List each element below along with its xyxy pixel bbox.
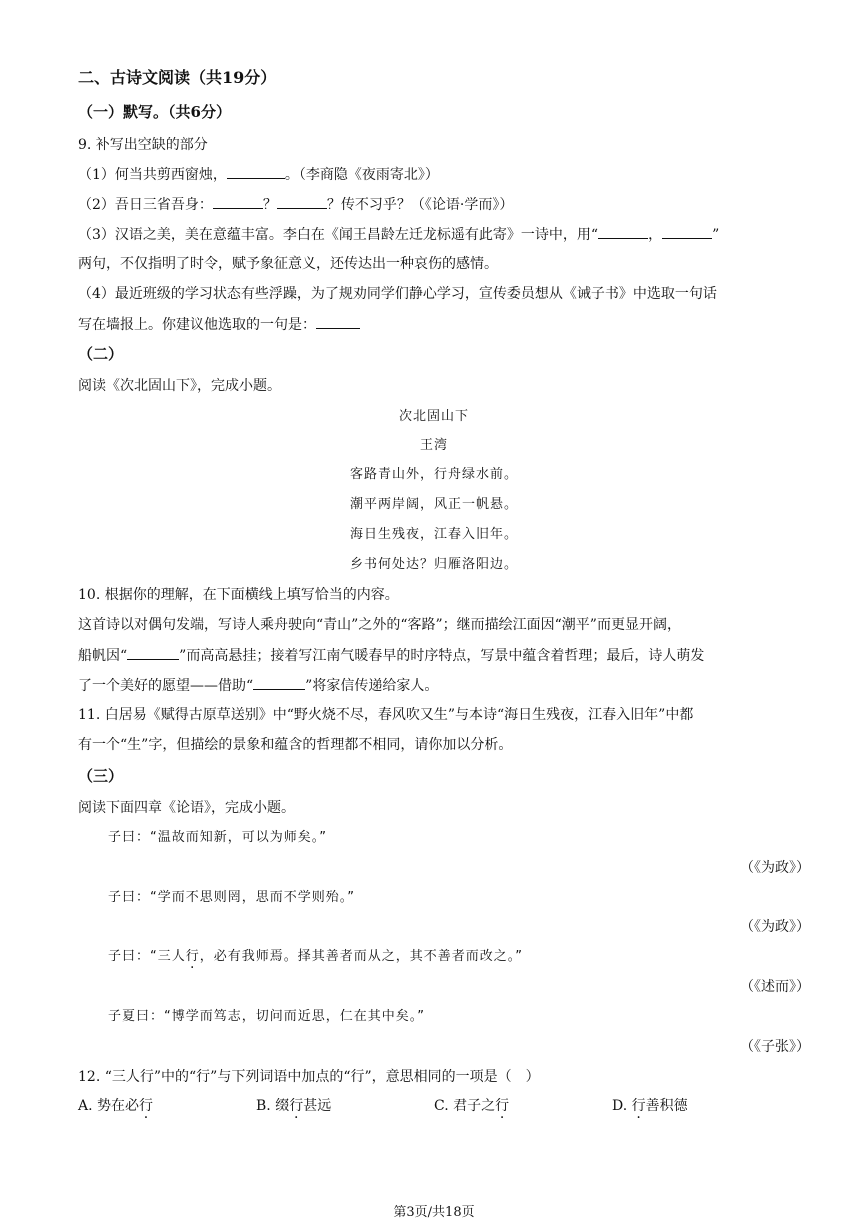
- poem-line: 客路青山外，行舟绿水前。: [349, 467, 518, 482]
- answer-blank[interactable]: [127, 645, 179, 660]
- poem-author: 王湾: [419, 438, 448, 453]
- q9-item3-text-a: （3）汉语之美，美在意蕴丰富。李白在《闻王昌龄左迁龙标遥有此寄》一诗中，用“: [78, 227, 599, 243]
- analects-source: （《为政》）: [740, 860, 810, 876]
- q10-stem: 10. 根据你的理解，在下面横线上填写恰当的内容。: [78, 587, 399, 603]
- q9-item3-text-c: ”: [712, 227, 720, 243]
- option-text: D.: [612, 1098, 632, 1114]
- q12-option-d[interactable]: [612, 1096, 688, 1116]
- q9-item4-line1: （4）最近班级的学习状态有些浮躁，为了规劝同学们静心学习，宣传委员想从《诫子书》中选取一句话: [78, 286, 717, 302]
- q10-line2-text-b: ”而高高悬挂；接着写江南气暖春早的时序特点，写景中蕴含着哲理；最后，诗人萌发: [179, 648, 705, 664]
- q9-item3: [78, 224, 719, 245]
- analects-source: （《为政》）: [740, 919, 810, 935]
- answer-blank[interactable]: [253, 675, 305, 690]
- q12-stem: 12. “三人行”中的“行”与下列词语中加点的“行”，意思相同的一项是（ ）: [78, 1069, 540, 1085]
- q12-option-b[interactable]: [256, 1096, 331, 1116]
- analects-quote: 子夏曰：“博学而笃志，切问而近思，仁在其中矣。”: [108, 1009, 425, 1024]
- q9-item2-text-a: （2）吾日三省吾身：: [78, 197, 213, 213]
- dotted-character: 行: [139, 1098, 154, 1114]
- q10-line2-text-a: 船帆因“: [78, 648, 128, 664]
- analects-source: （《述而》）: [740, 979, 810, 995]
- q9-item1-text-a: （1）何当共剪西窗烛，: [78, 167, 227, 183]
- option-text: 善积德: [645, 1098, 688, 1114]
- q10-line3: [78, 675, 438, 696]
- answer-blank[interactable]: [227, 164, 285, 179]
- q9-item1-text-b: 。（李商隐《夜雨寄北》）: [284, 167, 439, 183]
- poem-line: 乡书何处达？归雁洛阳边。: [349, 557, 518, 572]
- dotted-character: 行: [495, 1098, 510, 1114]
- analects-quote: [108, 947, 523, 967]
- part3-intro: 阅读下面四章《论语》，完成小题。: [78, 800, 295, 816]
- answer-blank[interactable]: [277, 194, 327, 209]
- q10-line2: [78, 645, 704, 666]
- page-number: 第3页/共18页: [393, 1205, 475, 1220]
- option-text: 甚远: [303, 1098, 332, 1114]
- analects-quote-text-a: 子曰：“三人: [108, 949, 186, 964]
- section-title: 二、古诗文阅读（共19分）: [78, 68, 277, 87]
- q9-item4-text: 写在墙报上。你建议他选取的一句是：: [78, 317, 316, 333]
- q12-option-a[interactable]: [78, 1096, 153, 1116]
- q9-item2-text-b: ？: [262, 197, 277, 213]
- poem-line: 潮平两岸阔，风正一帆悬。: [349, 497, 518, 512]
- dotted-character: 行: [631, 1098, 646, 1114]
- option-text: B. 缀: [256, 1098, 290, 1114]
- part2-intro: 阅读《次北固山下》，完成小题。: [78, 378, 281, 394]
- q9-item2-text-c: ？传不习乎？（《论语·学而》）: [326, 197, 514, 213]
- option-text: A. 势在必: [78, 1098, 140, 1114]
- part3-title: （三）: [78, 767, 124, 785]
- q11-line1: 11. 白居易《赋得古原草送别》中“野火烧不尽，春风吹又生”与本诗“海日生残夜，江春入旧年”中都: [78, 707, 694, 723]
- analects-source: （《子张》）: [740, 1039, 810, 1055]
- dotted-character: 行: [289, 1098, 304, 1114]
- q10-line3-text-b: ”将家信传递给家人。: [305, 678, 439, 694]
- q9-item4-line2: [78, 314, 360, 335]
- q10-line3-text-a: 了一个美好的愿望——借助“: [78, 678, 254, 694]
- analects-quote: 子曰：“温故而知新，可以为师矣。”: [108, 830, 327, 845]
- analects-quote: 子曰：“学而不思则罔，思而不学则殆。”: [108, 890, 355, 905]
- answer-blank[interactable]: [213, 194, 263, 209]
- q9-item3-line2: 两句，不仅指明了时令，赋予象征意义，还传达出一种哀伤的感情。: [78, 256, 498, 272]
- poem-line: 海日生残夜，江春入旧年。: [349, 527, 518, 542]
- answer-blank[interactable]: [598, 224, 648, 239]
- q10-line1: 这首诗以对偶句发端，写诗人乘舟驶向“青山”之外的“客路”；继而描绘江面因“潮平”而更显开阔，: [78, 617, 681, 633]
- q11-line2: 有一个“生”字，但描绘的景象和蕴含的哲理都不相同，请你加以分析。: [78, 737, 513, 753]
- part2-title: （二）: [78, 345, 124, 363]
- q9-stem: 9. 补写出空缺的部分: [78, 137, 208, 153]
- q9-item1: [78, 164, 439, 185]
- analects-quote-text-b: ，必有我师焉。择其善者而从之，其不善者而改之。”: [199, 949, 524, 964]
- part1-title: （一）默写。（共6分）: [78, 103, 231, 121]
- option-text: C. 君子之: [434, 1098, 496, 1114]
- dotted-character: 行: [185, 949, 200, 964]
- poem-title: 次北固山下: [398, 409, 469, 424]
- answer-blank[interactable]: [662, 224, 712, 239]
- q12-option-c[interactable]: [434, 1096, 509, 1116]
- answer-blank[interactable]: [316, 314, 360, 329]
- q9-item3-text-b: ，: [648, 227, 663, 243]
- q9-item2: [78, 194, 513, 215]
